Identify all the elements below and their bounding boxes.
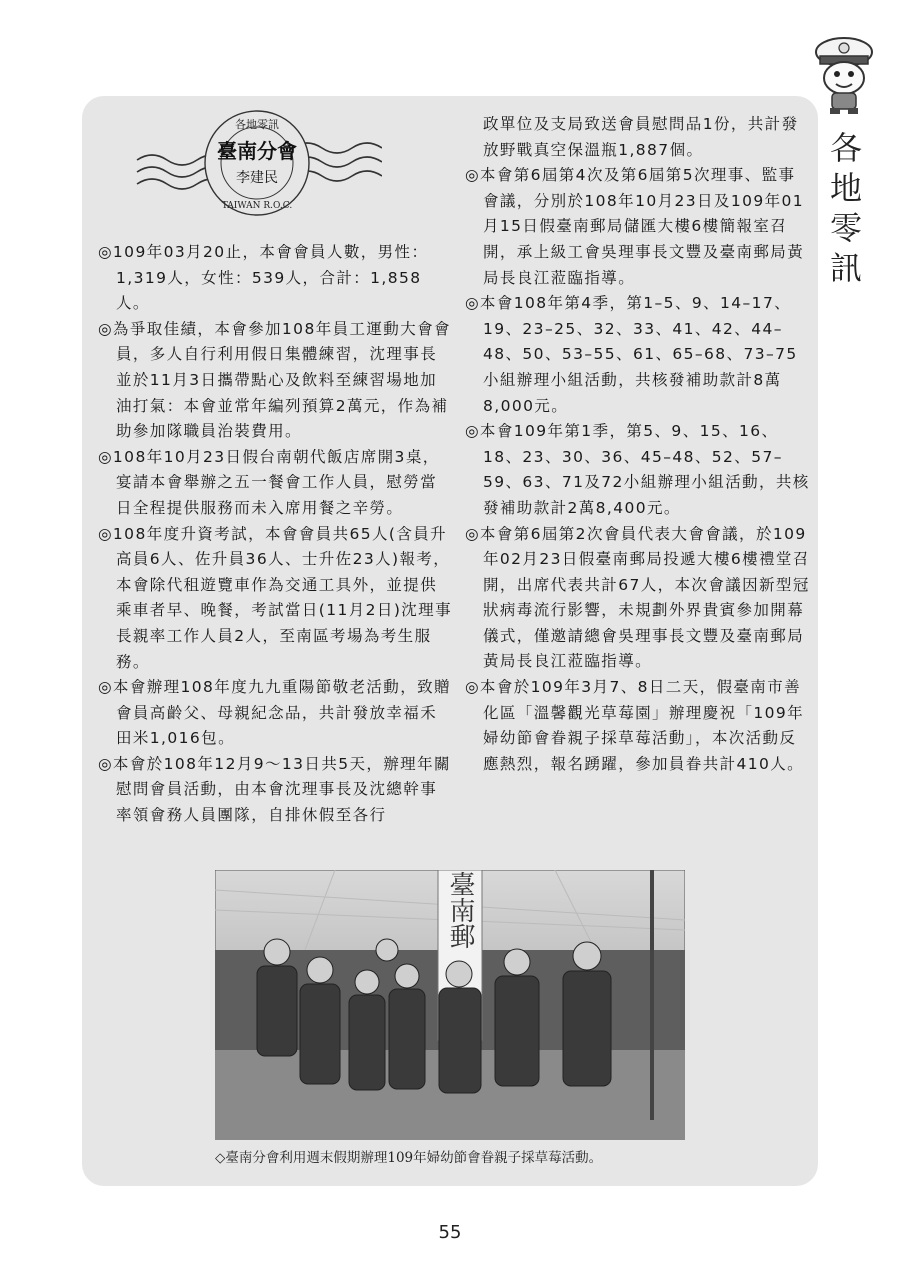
mascot-icon — [808, 30, 878, 116]
left-column — [98, 240, 453, 829]
right-column — [465, 112, 810, 777]
news-item: ◎本會108年第4季，第1–5、9、14–17、19、23–25、32、33、41、42、44–48、50、53–55、61、65–68、73–75小組辦理小組活動，共核發補助款計8萬8,000元。 — [465, 294, 798, 415]
news-item: ◎109年03月20止，本會會員人數，男性：1,319人，女性：539人，合計：1,858人。 — [98, 243, 429, 313]
news-item: ◎108年10月23日假台南朝代飯店席開3桌，宴請本會舉辦之五一餐會工作人員，慰勞當日全程提供服務而未入席用餐之辛勞。 — [98, 447, 440, 517]
stamp-top-text: 各地零訊 — [235, 118, 279, 131]
postmark-stamp — [132, 108, 382, 228]
news-item: ◎本會第6屆第4次及第6屆第5次理事、監事會議，分別於108年10月23日及109年01月15日假臺南郵局儲匯大樓6樓簡報室召開，承上級工會吳理事長文豐及臺南郵局黃局長良江蒞臨指導。 — [465, 166, 805, 287]
stamp-title: 臺南分會 — [217, 139, 297, 163]
group-photo — [215, 870, 685, 1140]
news-item: ◎本會第6屆第2次會員代表大會會議，於109年02月23日假臺南郵局投遞大樓6樓禮堂召開，出席代表共計67人，本次會議因新型冠狀病毒流行影響，未規劃外界貴賓參加開幕儀式，僅邀請總會吳理事長文豐及臺南郵局黃局長良江蒞臨指導。 — [465, 524, 810, 671]
news-item: ◎本會109年第1季，第5、9、15、16、18、23、30、36、45–48、52、57–59、63、71及72小組辦理小組活動，共核發補助款計2萬8,400元。 — [465, 422, 810, 517]
news-item: ◎本會辦理108年度九九重陽節敬老活動，致贈會員高齡父、母親紀念品，共計發放幸福禾田米1,016包。 — [98, 678, 451, 748]
section-title-vertical: 各 地 零 訊 — [829, 129, 862, 287]
page-number: 55 — [438, 1222, 462, 1243]
news-item: ◎108年度升資考試，本會會員共65人(含員升高員6人、佐升員36人、士升佐23人)報考，本會除代租遊覽車作為交通工具外，並提供乘車者早、晚餐，考試當日(11月2日)沈理事長親率工作人員2人，至南區考場為考生服務。 — [98, 524, 452, 671]
banner-text: 臺南郵 — [445, 871, 475, 949]
stamp-author: 李建民 — [236, 170, 278, 186]
news-item: ◎本會於109年3月7、8日二天，假臺南市善化區「溫馨觀光草莓園」辦理慶祝「109年婦幼節會眷親子採草莓活動」，本次活動反應熱烈，報名踴躍，參加員眷共計410人。 — [465, 678, 805, 773]
stamp-bottom-text: TAIWAN R.O.C. — [221, 201, 293, 211]
news-item: ◎為爭取佳績，本會參加108年員工運動大會會員，多人自行利用假日集體練習，沈理事長並於11月3日攜帶點心及飲料至練習場地加油打氣：本會並常年編列預算2萬元，作為補助參加隊職員治裝費用。 — [98, 319, 451, 441]
news-item-continued: 政單位及支局致送會員慰問品1份，共計發放野戰真空保溫瓶1,887個。 — [483, 115, 799, 159]
news-item: ◎本會於108年12月9～13日共5天，辦理年關慰問會員活動，由本會沈理事長及沈總幹事率領會務人員團隊，自排休假至各行 — [98, 754, 451, 825]
photo-caption: ◇臺南分會利用週末假期辦理109年婦幼節會眷親子採草莓活動。 — [215, 1150, 603, 1166]
